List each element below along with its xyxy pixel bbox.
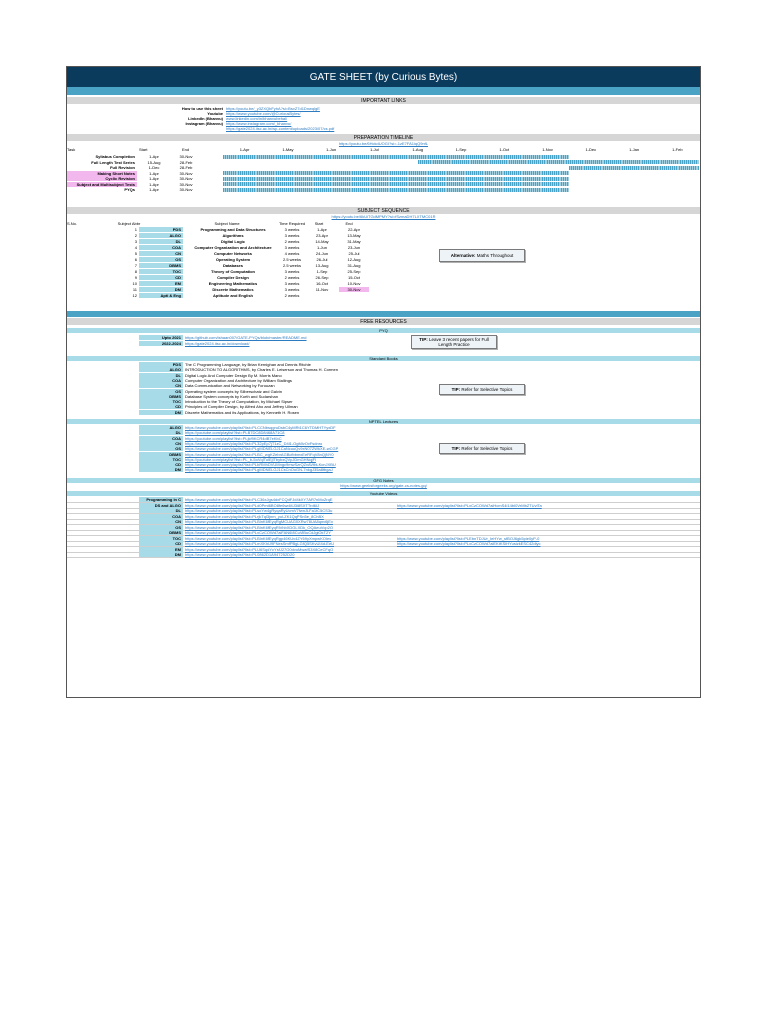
pyq-label: Upto 2021 (139, 335, 183, 340)
sequence-row (67, 269, 700, 274)
sequence-cell: 2.5 weeks (282, 263, 301, 268)
sequence-cell: DL (139, 239, 183, 244)
sequence-cell: 23-Jun (347, 245, 361, 250)
nptel-text[interactable]: https://www.youtube.com/playlist?list=PLBC_wgKZebrAGBcfbbmxEeRFqV8nQjNY0 (185, 451, 334, 457)
sequence-row (67, 275, 700, 280)
sequence-cell: 2.5 weeks (282, 257, 301, 262)
sequence-col-3: Time Required (278, 221, 306, 226)
important-link-url[interactable]: www.linkedin.com/in/bhanvubehal/ (226, 116, 288, 121)
sequence-cell: 9 (134, 275, 137, 280)
timeline-task-name: Subject and Multisubject Tests (67, 182, 137, 187)
timeline-col-end: End (182, 147, 190, 152)
timeline-row (67, 160, 700, 165)
sequence-cell: PDS (139, 227, 183, 232)
books-abbr: CN (139, 383, 183, 388)
timeline-task-name: Full Length Test Series (91, 159, 135, 165)
sequence-cell: 26-Sep (315, 275, 329, 280)
sequence-cell: 25-Jul (348, 251, 360, 256)
youtube-url[interactable]: https://www.youtube.com/playlist?list=PLrjkTql3jnm_yol-ZK1QqPSn5e_8ChBX (185, 513, 324, 519)
books-row (67, 399, 700, 404)
sequence-cell: 1 (134, 227, 137, 232)
timeline-task-start: 1-Apr (149, 154, 159, 159)
books-row (67, 389, 700, 394)
timeline-month-label: 1-Jan (629, 147, 640, 152)
title-band (67, 87, 700, 95)
nptel-row (67, 441, 700, 446)
timeline-task-start: 15-Aug (147, 159, 161, 165)
timeline-header: PREPARATION TIMELINE (67, 134, 700, 141)
timeline-row (67, 154, 700, 159)
timeline-table (67, 147, 700, 205)
timeline-month-label: 1-Sep (455, 147, 467, 152)
nptel-row (67, 430, 700, 435)
sequence-cell: Computer Networks (213, 251, 252, 256)
books-abbr: ALGO (139, 367, 183, 372)
gate-sheet (66, 66, 701, 698)
sequence-cell: Engineering Mathematics (208, 281, 258, 286)
sequence-cell: Digital Logic (221, 239, 245, 244)
sequence-cell: 26-Jul (316, 257, 328, 262)
nptel-abbr: ALGO (139, 425, 183, 430)
sequence-cell: 16-Oct (315, 281, 328, 286)
sequence-cell: 4 weeks (284, 251, 300, 256)
youtube-url-alt[interactable]: https://www.youtube.com/playlist?list=PLxCzCOWd7aiHcmS4i14bI0VrMbZTUvlTa (397, 502, 542, 508)
sequence-row (67, 263, 700, 268)
books-header: Standard Books (67, 356, 700, 361)
sequence-cell: DBMS (139, 263, 183, 268)
sequence-cell: 7 (134, 263, 137, 268)
pyq-row (67, 341, 700, 346)
important-links-list (67, 106, 700, 131)
sequence-cell: Compiler Design (217, 275, 249, 280)
timeline-task-start: 1-Dec (148, 165, 160, 170)
nptel-row (67, 446, 700, 451)
important-link-row (67, 126, 700, 131)
sequence-link[interactable]: https://youtu.be/6kUiTGdMPMY?si=fSzmaDH7LXTMC01R (331, 214, 436, 219)
sequence-cell: 15-Oct (347, 275, 360, 280)
sequence-cell: 3 weeks (284, 245, 300, 250)
books-tip: TIP: Refer for Selective Topics (439, 384, 525, 395)
timeline-row (67, 165, 700, 170)
sequence-cell: 23-Apr (315, 233, 328, 238)
sequence-row (67, 281, 700, 286)
sequence-cell: Discrete Mathematics (212, 287, 254, 292)
sequence-cell: Databases (222, 263, 243, 268)
sequence-col-4: Start (314, 221, 324, 226)
nptel-abbr: DBMS (139, 452, 183, 457)
timeline-month-label: 1-Dec (585, 147, 597, 152)
sequence-cell: 5 (134, 251, 137, 256)
sequence-cell: 2 (134, 233, 137, 238)
sequence-row (67, 257, 700, 262)
sequence-cell: Algorithms (222, 233, 244, 238)
alternative-note: Alternative: Maths Throughout (439, 249, 525, 262)
nptel-row (67, 457, 700, 462)
books-row (67, 383, 700, 388)
sequence-cell: OS (139, 257, 183, 262)
youtube-url[interactable]: https://www.youtube.com/playlist?list=PL0862D1A947252D20 (185, 552, 295, 557)
youtube-list (67, 497, 700, 560)
sequence-cell: 11-Nov (315, 287, 329, 292)
timeline-gantt-bar (418, 160, 699, 164)
books-text: Discrete Mathematics and its Applications, by Kenneth H. Rosen (185, 409, 300, 415)
books-row (67, 410, 700, 415)
timeline-task-name: Full Revision (110, 165, 135, 170)
sheet-title: GATE SHEET (by Curious Bytes) (67, 67, 700, 87)
sequence-cell: 3 weeks (284, 227, 300, 232)
books-text: Computer Organization and Architecture by William Stallings (185, 377, 292, 383)
sequence-cell: CD (139, 275, 183, 280)
timeline-gantt-bar (223, 177, 569, 181)
sequence-col-header (67, 221, 700, 226)
sequence-cell: 6 (134, 257, 137, 262)
youtube-url-alt[interactable]: https://www.youtube.com/playlist?list=PLxCzCOWd7aiEKtKSIHYusizkESC42diyc (397, 541, 541, 546)
nptel-row (67, 452, 700, 457)
important-link-url[interactable]: https://www.youtube.com/@CuriousBytes/ (226, 111, 301, 116)
nptel-abbr: OS (139, 446, 183, 451)
sequence-row (67, 287, 700, 292)
books-abbr: COA (139, 378, 183, 383)
sequence-cell: 30-Nov (339, 287, 369, 292)
youtube-subject: OS (139, 525, 183, 530)
sequence-row (67, 239, 700, 244)
sequence-cell: 8 (134, 269, 137, 274)
sequence-cell: Operating System (215, 257, 251, 262)
timeline-gantt-bar (223, 155, 569, 159)
books-text: Principles of Compiler Design, by Alfred Aho and Jeffrey Ullman (185, 404, 298, 410)
free-resources-header: FREE RESOURCES (67, 318, 700, 325)
timeline-task-end: 28-Feb (179, 159, 193, 165)
timeline-gantt-bar (223, 188, 569, 192)
timeline-gantt-bar (223, 171, 569, 175)
sequence-cell: 25-Sep (347, 269, 361, 274)
sequence-col-1: Subject Abbr (117, 221, 141, 226)
timeline-task-start: 1-Apr (149, 170, 159, 176)
youtube-url[interactable]: https://www.youtube.com/playlist?list=PLd0Pmt6BO8fe6wdl4J3i8SXTTrd6IJ (185, 502, 320, 508)
youtube-url[interactable]: https://www.youtube.com/playlist?list=PLU6SqdYcYsfJ27O0dvuMwafS3X8CeCFqO (185, 546, 334, 552)
pyq-list (67, 333, 700, 353)
books-row (67, 404, 700, 409)
nptel-text[interactable]: https://www.youtube.com/playlist?list=PLgMDNELGJ1CsCnOoGN-7nkgJ35a8tbgaJ (185, 467, 333, 473)
sequence-cell: 4 (134, 245, 137, 250)
timeline-row (67, 171, 700, 176)
books-abbr: TOC (139, 399, 183, 404)
books-text: Database System concepts by Korth and Sudarshan (185, 393, 278, 399)
timeline-month-label: 1-Jun (326, 147, 337, 152)
books-abbr: PDS (139, 362, 183, 367)
sequence-cell: Apti & Eng (139, 293, 183, 298)
nptel-header: NPTEL Lectures (67, 419, 700, 424)
sequence-cell: 31-Aug (347, 263, 361, 268)
sequence-cell: 11 (132, 287, 137, 292)
timeline-month-label: 1-Nov (542, 147, 553, 152)
sequence-cell: 2 weeks (284, 239, 300, 244)
timeline-task-end: 30-Nov (179, 187, 193, 192)
nptel-abbr: DM (139, 467, 183, 472)
sequence-cell: 2 weeks (284, 275, 300, 280)
sequence-cell: CN (139, 251, 183, 256)
youtube-subject: Programming in C (139, 497, 183, 502)
sequence-cell: DM (139, 287, 183, 292)
books-abbr: OS (139, 389, 183, 394)
timeline-month-label: 1-Aug (412, 147, 424, 152)
timeline-row (67, 176, 700, 181)
nptel-abbr: DL (139, 430, 183, 435)
sequence-cell: 1-Sep (316, 269, 328, 274)
sequence-cell: EM (139, 281, 183, 286)
nptel-row (67, 467, 700, 472)
sequence-cell: 10 (132, 281, 137, 286)
books-abbr: DL (139, 373, 183, 378)
sequence-header: SUBJECT SEQUENCE (67, 207, 700, 214)
nptel-text[interactable]: https://youtube.com/playlist?list=PLjkf9KCR4dB7eKbC (185, 435, 282, 441)
sequence-cell: Programming and Data Structures (200, 227, 266, 232)
youtube-url[interactable]: https://www.youtube.com/playlist?list=PLC36xJgs4dxFCQdFJd4kXY7AR7nMoZrqE (185, 497, 333, 502)
sequence-cell: 10-Nov (347, 281, 361, 286)
books-abbr: DBMS (139, 394, 183, 399)
sequence-cell: 2 weeks (284, 293, 300, 298)
nptel-text[interactable]: https://www.youtube.com/playlist?list=PLbRMhDVUMngc9mwSzrQZvAVtbLKcnJXBU (185, 462, 336, 468)
youtube-url-alt[interactable]: https://www.youtube.com/playlist?list=PLEbnTDJUr_IeHYw_sfBOJ6gk5pie0yP-0 (397, 535, 540, 541)
youtube-subject: DL (139, 508, 183, 513)
youtube-url[interactable]: https://www.youtube.com/playlist?list=PLmXKhU9FNesSmfPBgLGfQ5SKvUI4d-EeU (185, 541, 335, 546)
sequence-cell: Aptitude and English (213, 293, 253, 298)
nptel-abbr: CD (139, 462, 183, 467)
nptel-text[interactable]: https://youtube.com/playlist?list=PL_b-5oVqlTulEjlTbybxQVpJDmGHNqjFl (185, 456, 316, 462)
youtube-header: Youtube Videos (67, 491, 700, 496)
sequence-cell: TOC (139, 269, 183, 274)
sequence-cell: 1-Apr (317, 227, 327, 232)
nptel-abbr: CN (139, 441, 183, 446)
sequence-row (67, 251, 700, 256)
books-row (67, 373, 700, 378)
sequence-table (67, 221, 700, 311)
timeline-task-start: 1-Apr (149, 187, 159, 192)
resources-band (67, 311, 700, 317)
nptel-tip: TIP: Refer for Selective Topics (439, 443, 525, 454)
youtube-url[interactable]: https://www.youtube.com/playlist?list=PLBlnK6fEyqRgMCUAG0XRw78UA8qnv6jEx (185, 519, 333, 524)
sequence-row (67, 233, 700, 238)
sequence-cell: ALGO (139, 233, 183, 238)
timeline-gantt-bar (569, 166, 699, 170)
books-text: Operating system concepts by Silberschatz and Galvin (185, 388, 282, 394)
important-link-url[interactable]: https://gate2024.iisc.ac.in/wp-content/uploads/2023/07/cs.pdf (226, 126, 335, 131)
books-text: INTRODUCTION TO ALGORITHMS, by Charles E. Leiserson and Thomas H. Cormen (185, 367, 338, 373)
sequence-cell: 14-May (315, 239, 329, 244)
books-row (67, 362, 700, 367)
youtube-row (67, 552, 700, 558)
nptel-row (67, 436, 700, 441)
pyq-header: PYQ (67, 328, 700, 333)
timeline-task-name: Making Short Notes (67, 171, 137, 176)
youtube-subject: CD (139, 541, 183, 546)
books-text: Digital Logic And Computer Design By M. Morris Mano (185, 372, 282, 378)
important-link-label: Youtube (207, 111, 223, 116)
youtube-subject: COA (139, 514, 183, 519)
youtube-subject: DM (139, 552, 183, 557)
books-text: Data Communication and Networking by Forouzan (185, 383, 275, 389)
sequence-cell: 24-Jun (315, 251, 329, 256)
gfg-header: GFG Notes (67, 478, 700, 483)
nptel-row (67, 425, 700, 430)
youtube-url[interactable]: https://www.youtube.com/playlist?list=PLxCzCOWd7aiFAN6I8CuViBuCdJgiOkT2Y (185, 530, 331, 535)
timeline-col-task: Task (67, 147, 76, 152)
important-link-label: How to use this sheet (181, 106, 223, 111)
important-link-label: LinkedIn (Bhanvu) (188, 116, 223, 121)
gfg-link[interactable]: https://www.geeksforgeeks.org/gate-cs-notes-gq/ (340, 483, 427, 488)
timeline-task-name: Cyclic Revision (67, 176, 137, 181)
sequence-row (67, 227, 700, 232)
books-abbr: DM (139, 410, 183, 415)
nptel-abbr: TOC (139, 457, 183, 462)
sequence-cell: Theory of Computation (211, 269, 255, 274)
timeline-row (67, 182, 700, 187)
nptel-list (67, 425, 700, 475)
timeline-task-start: 1-Apr (149, 176, 159, 181)
sequence-cell: 3 weeks (284, 287, 300, 292)
important-link-label: Instagram (Bhanvu) (185, 121, 223, 126)
timeline-task-end: 30-Nov (179, 176, 193, 181)
timeline-row (67, 187, 700, 192)
books-list (67, 362, 700, 416)
sequence-row (67, 293, 700, 298)
sequence-cell: 1-Jun (316, 245, 327, 250)
timeline-task-end: 30-Nov (179, 170, 193, 176)
nptel-text[interactable]: https://www.youtube.com/playlist?list=PL32pEp7jT1zC_D4l1-OgMlvOvFsdnro (185, 440, 323, 446)
books-row (67, 367, 700, 372)
timeline-gantt-bar (223, 182, 569, 186)
youtube-subject: TOC (139, 536, 183, 541)
important-links-header: IMPORTANT LINKS (67, 97, 700, 104)
timeline-month-label: 1-Jul (370, 147, 379, 152)
sequence-cell: 12 (132, 293, 137, 298)
sequence-cell: 3 weeks (284, 233, 300, 238)
youtube-subject: DS and ALGO (139, 503, 183, 508)
nptel-row (67, 462, 700, 467)
youtube-url[interactable]: https://www.youtube.com/playlist?list=PLsoYw4gRyqaRyUcmV7fwnJLFa1tC5CS3u (185, 508, 333, 513)
nptel-text[interactable]: https://youtube.com/playlist?list=PLB7DC8D8468A71C8 (185, 430, 285, 436)
sequence-cell: 3 weeks (284, 281, 300, 286)
sequence-cell: Computer Organization and Architecture (194, 245, 272, 250)
sequence-cell: 3 (134, 239, 137, 244)
pyq-label: 2022-2024 (139, 341, 183, 346)
timeline-month-label: 1-Oct (499, 147, 510, 152)
timeline-month-label: 1-May (282, 147, 294, 152)
sequence-cell: 12-Aug (347, 257, 361, 262)
timeline-month-label: 1-Apr (239, 147, 250, 152)
important-link-url[interactable]: https://youtu.be/_y3ZXQbFyhA?si=BsvZ7d1DnwqlgE (226, 106, 320, 111)
pyq-url[interactable]: https://gate2024.iisc.ac.in/download/ (185, 340, 250, 346)
important-link-label (67, 126, 225, 131)
timeline-task-name: PYQs (124, 187, 135, 192)
timeline-link[interactable]: https://youtu.be/6HckdUOGI?si=-1zE7FA1iqQ9nfL (338, 141, 429, 146)
timeline-month-label: 1-Feb (672, 147, 683, 152)
timeline-task-end: 28-Feb (179, 165, 193, 170)
timeline-task-end: 30-Nov (179, 154, 193, 159)
books-row (67, 394, 700, 399)
sequence-cell: 3 weeks (284, 269, 300, 274)
pyq-url[interactable]: https://github.com/ishaan007/GATE-PYQs/blob/master/README.md (185, 335, 307, 340)
sequence-col-5: End (345, 221, 353, 226)
timeline-task-name: Syllabus Completion (95, 154, 135, 159)
important-link-url[interactable]: https://www.instagram.com/_bhanvu/ (226, 121, 292, 126)
timeline-col-header (67, 147, 700, 152)
timeline-task-start: 1-Apr (149, 181, 159, 187)
books-text: The C Programming Language, by Brian Kernighan and Dennis Ritchie (185, 362, 311, 367)
youtube-subject: CN (139, 519, 183, 524)
sequence-cell: COA (139, 245, 183, 250)
sequence-cell: 13-May (347, 233, 361, 238)
nptel-text[interactable]: https://www.youtube.com/playlist?list=PLCCNbsqgruDsbC4yMRt1C6YTDMHTYyxDF (185, 425, 336, 430)
timeline-task-end: 30-Nov (179, 181, 193, 187)
youtube-subject: DBMS (139, 530, 183, 535)
timeline-col-start: Start (139, 147, 148, 152)
sequence-cell: 22-Apr (347, 227, 360, 232)
sequence-cell: 13-Aug (315, 263, 329, 268)
pyq-row (67, 335, 700, 340)
youtube-url[interactable]: https://www.youtube.com/playlist?list=PLBlnK6fEyqRgp46KUv4ZY69yXmpwKOIev (185, 535, 332, 541)
sequence-col-2: Subject Name (214, 221, 240, 226)
books-row (67, 378, 700, 383)
sequence-row (67, 245, 700, 250)
nptel-text[interactable]: https://www.youtube.com/playlist?list=PLgMDNELGJ1CaNcuuQv9xN07ZWkXE-wCGP (185, 446, 339, 452)
books-abbr: CD (139, 404, 183, 409)
sequence-col-0: S.No. (67, 221, 78, 226)
youtube-subject: EM (139, 547, 183, 552)
sequence-cell: 31-May (347, 239, 361, 244)
youtube-url[interactable]: https://www.youtube.com/playlist?list=PLBlnK6fEyqRiVhbXDGLXDk_OQAeuVcp2O (185, 524, 333, 530)
pyq-tip: TIP: Leave 3 recent papers for Full Length Practice (411, 335, 497, 349)
nptel-abbr: COA (139, 436, 183, 441)
books-text: Introduction to the Theory of Computation, by Michael Sipser (185, 399, 293, 405)
